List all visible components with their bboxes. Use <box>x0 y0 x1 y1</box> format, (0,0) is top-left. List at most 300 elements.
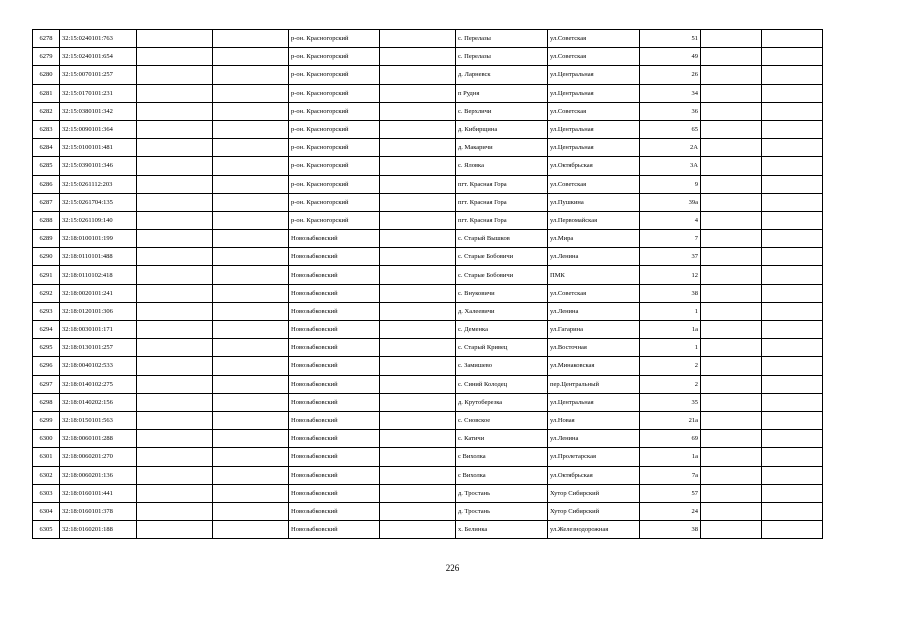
blank-cell <box>137 321 213 339</box>
blank-cell <box>213 230 289 248</box>
settlement-cell: с. Внуковичи <box>456 284 548 302</box>
district-cell: р-он. Красногорский <box>289 102 380 120</box>
row-number-cell: 6287 <box>33 193 60 211</box>
blank-cell <box>762 120 823 138</box>
house-number-cell: 24 <box>640 502 701 520</box>
cadastral-number-cell: 32:18:0040102:533 <box>60 357 137 375</box>
street-cell: ул.Ленина <box>548 430 640 448</box>
blank-cell <box>762 357 823 375</box>
blank-cell <box>380 230 456 248</box>
table-row <box>33 120 823 138</box>
blank-cell <box>380 484 456 502</box>
cadastral-number-cell: 32:18:0140102:275 <box>60 375 137 393</box>
street-cell: ул.Центральная <box>548 120 640 138</box>
settlement-cell: с. Замишево <box>456 357 548 375</box>
house-number-cell: 26 <box>640 66 701 84</box>
blank-cell <box>762 248 823 266</box>
street-cell: Хутор Сибирский <box>548 484 640 502</box>
blank-cell <box>762 521 823 539</box>
table-row <box>33 502 823 520</box>
row-number-cell: 6282 <box>33 102 60 120</box>
district-cell: Новозыбковский <box>289 230 380 248</box>
table-row <box>33 48 823 66</box>
blank-cell <box>380 466 456 484</box>
blank-cell <box>762 484 823 502</box>
cadastral-number-cell: 32:18:0110102:418 <box>60 266 137 284</box>
blank-cell <box>701 430 762 448</box>
street-cell: ул.Советская <box>548 48 640 66</box>
settlement-cell: х. Белинка <box>456 521 548 539</box>
district-cell: р-он. Красногорский <box>289 175 380 193</box>
blank-cell <box>701 175 762 193</box>
blank-cell <box>137 339 213 357</box>
row-number-cell: 6279 <box>33 48 60 66</box>
blank-cell <box>137 30 213 48</box>
blank-cell <box>762 84 823 102</box>
cadastral-number-cell: 32:18:0130101:257 <box>60 339 137 357</box>
row-number-cell: 6288 <box>33 211 60 229</box>
blank-cell <box>701 266 762 284</box>
district-cell: р-он. Красногорский <box>289 66 380 84</box>
table-body <box>33 30 823 539</box>
settlement-cell: д. Тростань <box>456 484 548 502</box>
settlement-cell: д. Тростань <box>456 502 548 520</box>
blank-cell <box>380 502 456 520</box>
blank-cell <box>762 157 823 175</box>
blank-cell <box>137 466 213 484</box>
blank-cell <box>762 211 823 229</box>
house-number-cell: 9 <box>640 175 701 193</box>
blank-cell <box>701 302 762 320</box>
cadastral-number-cell: 32:18:0110101:488 <box>60 248 137 266</box>
blank-cell <box>380 411 456 429</box>
blank-cell <box>137 411 213 429</box>
table-row <box>33 430 823 448</box>
house-number-cell: 65 <box>640 120 701 138</box>
house-number-cell: 51 <box>640 30 701 48</box>
blank-cell <box>762 193 823 211</box>
house-number-cell: 57 <box>640 484 701 502</box>
settlement-cell: с. Старые Бобовичи <box>456 266 548 284</box>
row-number-cell: 6305 <box>33 521 60 539</box>
blank-cell <box>380 357 456 375</box>
cadastral-number-cell: 32:15:0170101:231 <box>60 84 137 102</box>
street-cell: ПМК <box>548 266 640 284</box>
blank-cell <box>137 230 213 248</box>
district-cell: Новозыбковский <box>289 484 380 502</box>
blank-cell <box>137 302 213 320</box>
street-cell: ул.Советская <box>548 102 640 120</box>
blank-cell <box>762 466 823 484</box>
settlement-cell: с Вихолка <box>456 466 548 484</box>
blank-cell <box>701 521 762 539</box>
blank-cell <box>137 84 213 102</box>
street-cell: ул.Центральная <box>548 393 640 411</box>
house-number-cell: 7а <box>640 466 701 484</box>
blank-cell <box>380 321 456 339</box>
settlement-cell: с. Сновское <box>456 411 548 429</box>
row-number-cell: 6304 <box>33 502 60 520</box>
row-number-cell: 6293 <box>33 302 60 320</box>
blank-cell <box>762 339 823 357</box>
blank-cell <box>213 521 289 539</box>
blank-cell <box>380 339 456 357</box>
table-row <box>33 448 823 466</box>
blank-cell <box>701 102 762 120</box>
blank-cell <box>701 248 762 266</box>
district-cell: р-он. Красногорский <box>289 30 380 48</box>
table-row <box>33 193 823 211</box>
district-cell: Новозыбковский <box>289 448 380 466</box>
settlement-cell: с. Перелазы <box>456 30 548 48</box>
district-cell: Новозыбковский <box>289 375 380 393</box>
blank-cell <box>701 139 762 157</box>
street-cell: ул.Первомайская <box>548 211 640 229</box>
blank-cell <box>762 375 823 393</box>
street-cell: ул.Новая <box>548 411 640 429</box>
district-cell: Новозыбковский <box>289 357 380 375</box>
settlement-cell: с. Яловка <box>456 157 548 175</box>
blank-cell <box>213 102 289 120</box>
house-number-cell: 1 <box>640 339 701 357</box>
blank-cell <box>213 321 289 339</box>
cadastral-number-cell: 32:18:0100101:199 <box>60 230 137 248</box>
blank-cell <box>213 193 289 211</box>
blank-cell <box>213 266 289 284</box>
district-cell: Новозыбковский <box>289 321 380 339</box>
blank-cell <box>762 284 823 302</box>
blank-cell <box>213 302 289 320</box>
blank-cell <box>137 211 213 229</box>
blank-cell <box>213 448 289 466</box>
blank-cell <box>380 48 456 66</box>
blank-cell <box>701 284 762 302</box>
cadastral-number-cell: 32:18:0160101:378 <box>60 502 137 520</box>
house-number-cell: 2А <box>640 139 701 157</box>
blank-cell <box>213 430 289 448</box>
blank-cell <box>380 430 456 448</box>
row-number-cell: 6296 <box>33 357 60 375</box>
blank-cell <box>137 484 213 502</box>
blank-cell <box>762 411 823 429</box>
street-cell: ул.Центральная <box>548 139 640 157</box>
blank-cell <box>137 66 213 84</box>
table-row <box>33 84 823 102</box>
house-number-cell: 37 <box>640 248 701 266</box>
street-cell: ул.Гагарина <box>548 321 640 339</box>
blank-cell <box>380 393 456 411</box>
cadastral-number-cell: 32:18:0160201:188 <box>60 521 137 539</box>
cadastral-number-cell: 32:18:0060101:288 <box>60 430 137 448</box>
blank-cell <box>701 339 762 357</box>
blank-cell <box>213 48 289 66</box>
blank-cell <box>701 66 762 84</box>
blank-cell <box>380 521 456 539</box>
blank-cell <box>762 230 823 248</box>
blank-cell <box>213 139 289 157</box>
blank-cell <box>213 30 289 48</box>
row-number-cell: 6294 <box>33 321 60 339</box>
row-number-cell: 6284 <box>33 139 60 157</box>
table-row <box>33 266 823 284</box>
blank-cell <box>701 157 762 175</box>
blank-cell <box>762 266 823 284</box>
blank-cell <box>701 211 762 229</box>
cadastral-number-cell: 32:15:0100101:481 <box>60 139 137 157</box>
house-number-cell: 34 <box>640 84 701 102</box>
settlement-cell: с. Синий Колодец <box>456 375 548 393</box>
street-cell: ул.Ленина <box>548 302 640 320</box>
blank-cell <box>213 393 289 411</box>
table-row <box>33 157 823 175</box>
blank-cell <box>213 84 289 102</box>
blank-cell <box>380 30 456 48</box>
street-cell: ул.Минаковская <box>548 357 640 375</box>
street-cell: ул.Октябрьская <box>548 466 640 484</box>
blank-cell <box>701 448 762 466</box>
house-number-cell: 69 <box>640 430 701 448</box>
blank-cell <box>762 102 823 120</box>
blank-cell <box>213 120 289 138</box>
blank-cell <box>701 466 762 484</box>
blank-cell <box>762 321 823 339</box>
house-number-cell: 39а <box>640 193 701 211</box>
blank-cell <box>137 502 213 520</box>
street-cell: ул.Пушкина <box>548 193 640 211</box>
blank-cell <box>380 375 456 393</box>
table-row <box>33 339 823 357</box>
blank-cell <box>137 175 213 193</box>
cadastral-number-cell: 32:15:0240101:763 <box>60 30 137 48</box>
street-cell: ул.Центральная <box>548 84 640 102</box>
table-row <box>33 211 823 229</box>
table-row <box>33 230 823 248</box>
table-row <box>33 284 823 302</box>
blank-cell <box>380 175 456 193</box>
street-cell: ул.Пролетарская <box>548 448 640 466</box>
blank-cell <box>380 211 456 229</box>
house-number-cell: 21а <box>640 411 701 429</box>
settlement-cell: с. Старый Вышков <box>456 230 548 248</box>
row-number-cell: 6290 <box>33 248 60 266</box>
row-number-cell: 6297 <box>33 375 60 393</box>
street-cell: ул.Мира <box>548 230 640 248</box>
table-row <box>33 484 823 502</box>
district-cell: Новозыбковский <box>289 248 380 266</box>
house-number-cell: 49 <box>640 48 701 66</box>
table-row <box>33 411 823 429</box>
row-number-cell: 6298 <box>33 393 60 411</box>
blank-cell <box>213 411 289 429</box>
settlement-cell: с. Старый Кривец <box>456 339 548 357</box>
row-number-cell: 6295 <box>33 339 60 357</box>
cadastral-number-cell: 32:18:0120101:306 <box>60 302 137 320</box>
street-cell: ул.Центральная <box>548 66 640 84</box>
house-number-cell: 38 <box>640 521 701 539</box>
house-number-cell: 36 <box>640 102 701 120</box>
blank-cell <box>701 375 762 393</box>
row-number-cell: 6303 <box>33 484 60 502</box>
district-cell: р-он. Красногорский <box>289 139 380 157</box>
blank-cell <box>137 266 213 284</box>
settlement-cell: с. Деменка <box>456 321 548 339</box>
blank-cell <box>213 175 289 193</box>
blank-cell <box>137 375 213 393</box>
district-cell: р-он. Красногорский <box>289 120 380 138</box>
blank-cell <box>380 157 456 175</box>
blank-cell <box>701 193 762 211</box>
row-number-cell: 6299 <box>33 411 60 429</box>
house-number-cell: 2 <box>640 357 701 375</box>
table-row <box>33 321 823 339</box>
blank-cell <box>137 284 213 302</box>
row-number-cell: 6280 <box>33 66 60 84</box>
blank-cell <box>380 66 456 84</box>
cadastral-number-cell: 32:15:0261112:203 <box>60 175 137 193</box>
settlement-cell: д. Кибирщина <box>456 120 548 138</box>
street-cell: ул.Ленина <box>548 248 640 266</box>
street-cell: ул.Советская <box>548 175 640 193</box>
row-number-cell: 6291 <box>33 266 60 284</box>
district-cell: Новозыбковский <box>289 430 380 448</box>
house-number-cell: 1 <box>640 302 701 320</box>
blank-cell <box>213 248 289 266</box>
blank-cell <box>701 393 762 411</box>
blank-cell <box>380 102 456 120</box>
blank-cell <box>137 357 213 375</box>
district-cell: р-он. Красногорский <box>289 48 380 66</box>
district-cell: Новозыбковский <box>289 302 380 320</box>
blank-cell <box>762 66 823 84</box>
blank-cell <box>137 393 213 411</box>
table-row <box>33 102 823 120</box>
table-row <box>33 248 823 266</box>
cadastral-number-cell: 32:15:0070101:257 <box>60 66 137 84</box>
blank-cell <box>380 84 456 102</box>
cadastral-number-cell: 32:18:0020101:241 <box>60 284 137 302</box>
cadastral-number-cell: 32:18:0060201:136 <box>60 466 137 484</box>
street-cell: ул.Железнодорожная <box>548 521 640 539</box>
blank-cell <box>701 48 762 66</box>
settlement-cell: с. Перелазы <box>456 48 548 66</box>
district-cell: Новозыбковский <box>289 521 380 539</box>
blank-cell <box>213 66 289 84</box>
settlement-cell: п Рудня <box>456 84 548 102</box>
blank-cell <box>137 120 213 138</box>
blank-cell <box>380 266 456 284</box>
blank-cell <box>137 248 213 266</box>
blank-cell <box>701 321 762 339</box>
row-number-cell: 6281 <box>33 84 60 102</box>
blank-cell <box>380 448 456 466</box>
settlement-cell: пгт. Красная Гора <box>456 193 548 211</box>
blank-cell <box>762 175 823 193</box>
blank-cell <box>213 339 289 357</box>
blank-cell <box>380 120 456 138</box>
house-number-cell: 38 <box>640 284 701 302</box>
district-cell: р-он. Красногорский <box>289 84 380 102</box>
blank-cell <box>137 430 213 448</box>
blank-cell <box>762 139 823 157</box>
row-number-cell: 6289 <box>33 230 60 248</box>
settlement-cell: с Вихолка <box>456 448 548 466</box>
cadastral-number-cell: 32:18:0150101:563 <box>60 411 137 429</box>
blank-cell <box>762 393 823 411</box>
table-row <box>33 466 823 484</box>
house-number-cell: 1а <box>640 448 701 466</box>
records-table <box>32 29 823 539</box>
row-number-cell: 6300 <box>33 430 60 448</box>
street-cell: Хутор Сибирский <box>548 502 640 520</box>
district-cell: Новозыбковский <box>289 411 380 429</box>
blank-cell <box>213 484 289 502</box>
district-cell: Новозыбковский <box>289 466 380 484</box>
blank-cell <box>701 120 762 138</box>
blank-cell <box>213 211 289 229</box>
settlement-cell: с. Верхличи <box>456 102 548 120</box>
district-cell: Новозыбковский <box>289 339 380 357</box>
blank-cell <box>213 375 289 393</box>
blank-cell <box>380 302 456 320</box>
row-number-cell: 6286 <box>33 175 60 193</box>
settlement-cell: д. Халеевичи <box>456 302 548 320</box>
blank-cell <box>213 502 289 520</box>
district-cell: Новозыбковский <box>289 502 380 520</box>
street-cell: ул.Советская <box>548 30 640 48</box>
blank-cell <box>213 157 289 175</box>
blank-cell <box>762 448 823 466</box>
cadastral-number-cell: 32:18:0030101:171 <box>60 321 137 339</box>
blank-cell <box>137 157 213 175</box>
blank-cell <box>380 139 456 157</box>
district-cell: р-он. Красногорский <box>289 193 380 211</box>
district-cell: р-он. Красногорский <box>289 211 380 229</box>
cadastral-number-cell: 32:15:0390101:346 <box>60 157 137 175</box>
district-cell: Новозыбковский <box>289 284 380 302</box>
cadastral-number-cell: 32:15:0261109:140 <box>60 211 137 229</box>
table-row <box>33 357 823 375</box>
blank-cell <box>380 193 456 211</box>
table-row <box>33 393 823 411</box>
cadastral-number-cell: 32:18:0140202:156 <box>60 393 137 411</box>
blank-cell <box>762 30 823 48</box>
house-number-cell: 1а <box>640 321 701 339</box>
page-number: 226 <box>445 563 460 573</box>
house-number-cell: 4 <box>640 211 701 229</box>
house-number-cell: 7 <box>640 230 701 248</box>
table-row <box>33 66 823 84</box>
row-number-cell: 6285 <box>33 157 60 175</box>
settlement-cell: с. Старые Бобовичи <box>456 248 548 266</box>
blank-cell <box>701 230 762 248</box>
house-number-cell: 12 <box>640 266 701 284</box>
table-row <box>33 375 823 393</box>
table-row <box>33 521 823 539</box>
blank-cell <box>213 357 289 375</box>
blank-cell <box>137 193 213 211</box>
settlement-cell: пгт. Красная Гора <box>456 175 548 193</box>
row-number-cell: 6283 <box>33 120 60 138</box>
table-row <box>33 302 823 320</box>
blank-cell <box>137 521 213 539</box>
cadastral-number-cell: 32:18:0060201:270 <box>60 448 137 466</box>
house-number-cell: 35 <box>640 393 701 411</box>
settlement-cell: д. Макаричи <box>456 139 548 157</box>
row-number-cell: 6301 <box>33 448 60 466</box>
settlement-cell: пгт. Красная Гора <box>456 211 548 229</box>
blank-cell <box>762 502 823 520</box>
cadastral-number-cell: 32:15:0240101:654 <box>60 48 137 66</box>
